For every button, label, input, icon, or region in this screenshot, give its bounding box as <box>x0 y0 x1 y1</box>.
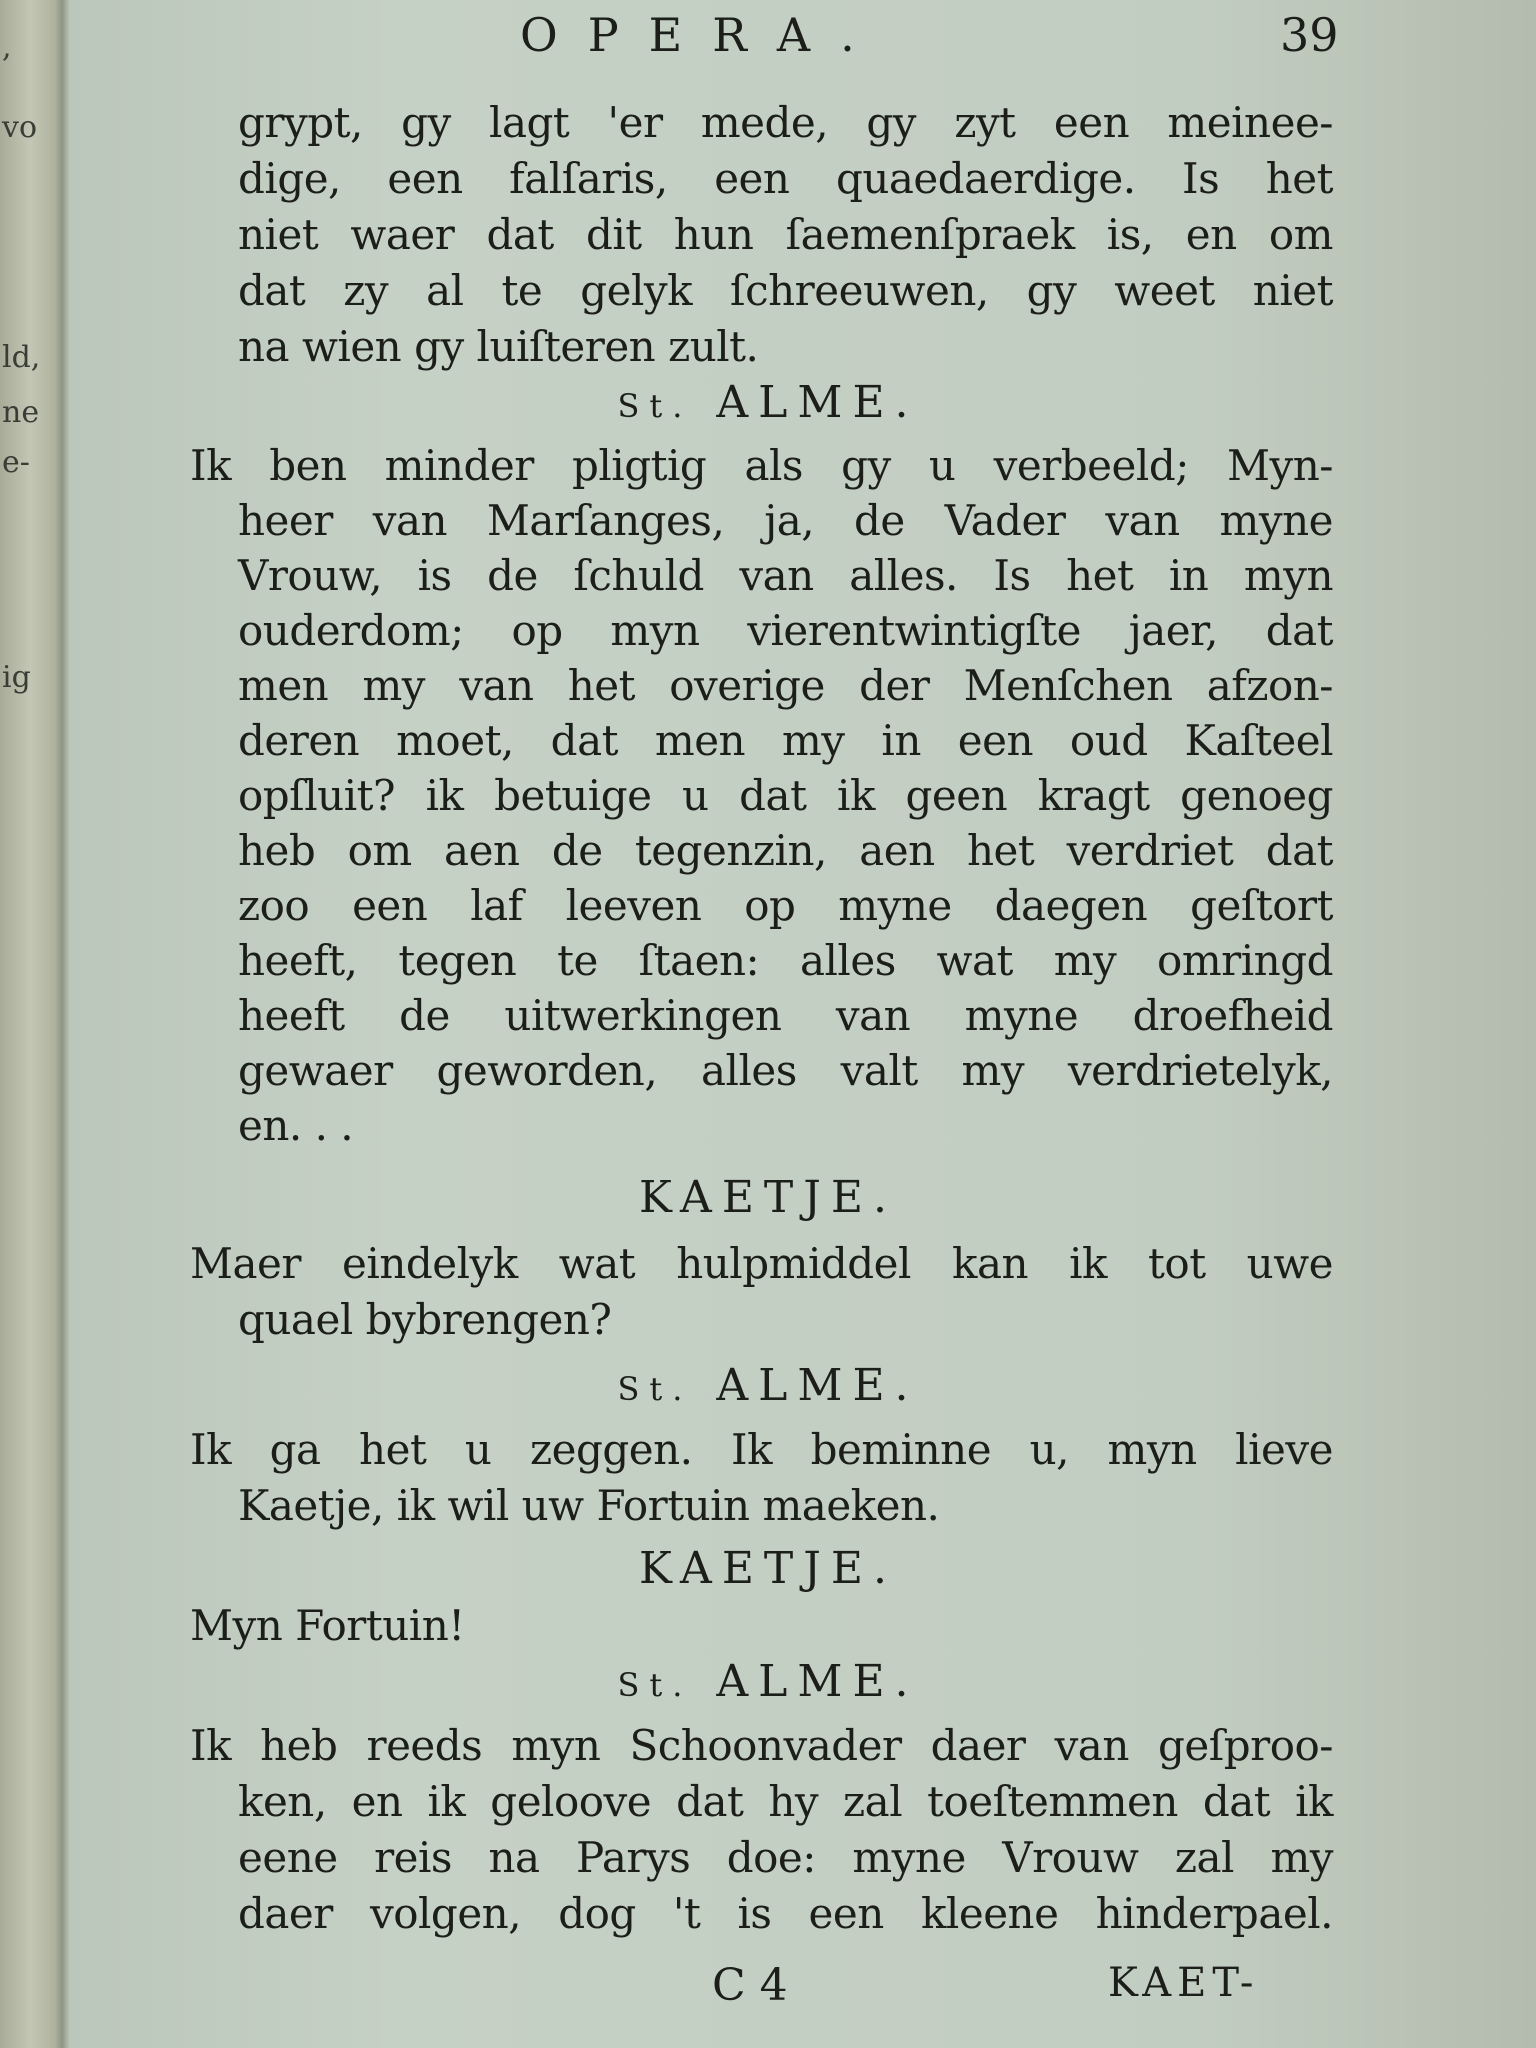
text-line: heeft, tegen te ſtaen: alles wat my omringd <box>238 936 1333 985</box>
text-line: Myn Fortuin! <box>190 1601 465 1650</box>
speaker-heading <box>0 1360 1536 1415</box>
text-line: gewaer geworden, alles valt my verdrietelyk, <box>238 1046 1333 1095</box>
text-line: zoo een laf leeven op myne daegen geſtort <box>238 881 1333 930</box>
speaker-heading: KAETJE. <box>638 1172 898 1223</box>
text-line: eene reis na Parys doe: myne Vrouw zal my <box>238 1833 1333 1882</box>
speaker-prefix: St. <box>617 1666 693 1704</box>
margin-fragment: vo <box>2 110 38 145</box>
text-line: Maer eindelyk wat hulpmiddel kan ik tot uwe <box>190 1239 1333 1288</box>
text-line: heer van Marſanges, ja, de Vader van myne <box>238 496 1333 545</box>
text-line: daer volgen, dog 't is een kleene hinderpael. <box>238 1889 1333 1938</box>
text-line: heeft de uitwerkingen van myne droefheid <box>238 991 1333 1040</box>
text-line: deren moet, dat men my in een oud Kaſteel <box>238 716 1333 765</box>
margin-fragment: ig <box>2 660 31 695</box>
text-line: quael bybrengen? <box>238 1295 612 1344</box>
speaker-name: ALME. <box>716 377 919 428</box>
speaker-name: ALME. <box>716 1656 919 1707</box>
text-line: Ik ga het u zeggen. Ik beminne u, myn lieve <box>190 1425 1333 1474</box>
text-line: grypt, gy lagt 'er mede, gy zyt een meinee- <box>238 98 1333 147</box>
text-line: ken, en ik geloove dat hy zal toeſtemmen dat ik <box>238 1777 1333 1826</box>
text-line: dige, een falſaris, een quaedaerdige. Is het <box>238 154 1333 203</box>
text-line: Ik heb reeds myn Schoonvader daer van geſproo- <box>190 1721 1333 1770</box>
text-line: men my van het overige der Menſchen afzon- <box>238 661 1333 710</box>
margin-fragment: e- <box>2 445 30 480</box>
speaker-prefix: St. <box>617 387 693 425</box>
margin-fragment: ne <box>2 395 40 430</box>
signature-mark: C 4 <box>712 1960 788 2011</box>
text-line: en. . . <box>238 1101 354 1150</box>
text-line: Kaetje, ik wil uw Fortuin maeken. <box>238 1481 940 1530</box>
speaker-prefix: St. <box>617 1370 693 1408</box>
speaker-heading: KAETJE. <box>638 1543 898 1594</box>
text-line: heb om aen de tegenzin, aen het verdriet dat <box>238 826 1333 875</box>
text-line: Vrouw, is de ſchuld van alles. Is het in myn <box>238 551 1333 600</box>
margin-fragment: ld, <box>2 340 41 375</box>
page-number: 39 <box>1280 8 1339 62</box>
text-line: dat zy al te gelyk ſchreeuwen, gy weet niet <box>238 266 1333 315</box>
text-line: Ik ben minder pligtig als gy u verbeeld; Myn- <box>190 441 1333 490</box>
speaker-heading <box>0 1656 1536 1711</box>
speaker-heading <box>0 377 1536 432</box>
catchword: KAET- <box>1108 1960 1260 2006</box>
running-title: OPERA. <box>520 8 885 62</box>
speaker-name: ALME. <box>716 1360 919 1411</box>
margin-fragment: , <box>2 30 12 65</box>
text-line: ouderdom; op myn vierentwintigſte jaer, dat <box>238 606 1333 655</box>
text-line: na wien gy luiſteren zult. <box>238 322 759 371</box>
text-line: opſluit? ik betuige u dat ik geen kragt genoeg <box>238 771 1333 820</box>
text-line: niet waer dat dit hun ſaemenſpraek is, en om <box>238 210 1333 259</box>
